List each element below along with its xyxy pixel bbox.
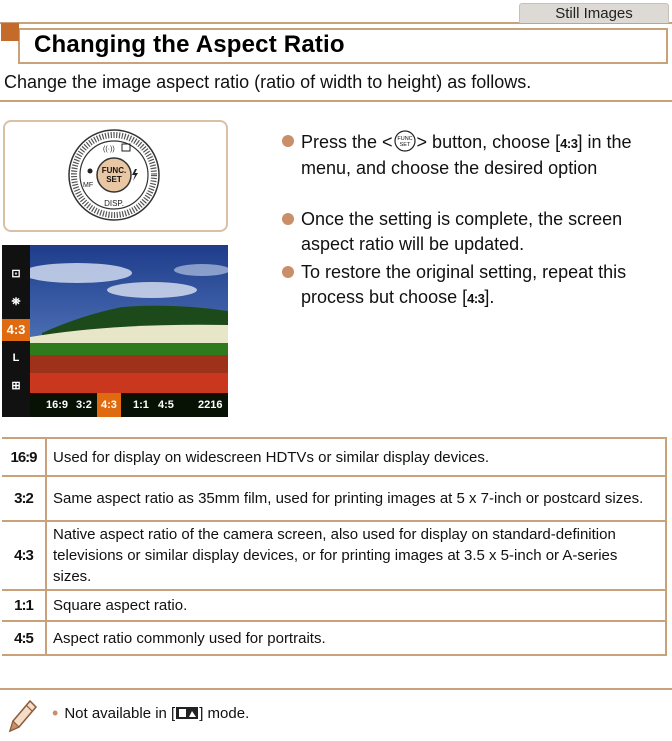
option-4-3: 4:3 xyxy=(97,393,121,417)
ratio-description: Square aspect ratio. xyxy=(46,590,666,621)
scene-mode-icon xyxy=(175,706,199,720)
intro-text: Change the image aspect ratio (ratio of width to height) as follows. xyxy=(4,72,532,92)
wifi-icon: ((·)) xyxy=(103,146,115,153)
dial-set-label: SET xyxy=(106,175,122,184)
manual-focus-icon: MF xyxy=(83,182,94,189)
option-16-9: 16:9 xyxy=(46,399,69,411)
note-bullet: • xyxy=(52,703,59,723)
screen-sidebar xyxy=(2,245,30,417)
step-2: Once the setting is complete, the screen aspect ratio will be updated. xyxy=(282,207,666,257)
macro-icon xyxy=(88,169,93,174)
screen-option-bar xyxy=(30,393,228,417)
section-tab: Still Images xyxy=(519,3,669,23)
step-3: To restore the original setting, repeat this process but choose [4:3]. xyxy=(282,260,666,311)
option-3-2: 3:2 xyxy=(76,399,92,411)
shots-remaining: 2216 xyxy=(198,399,223,411)
table-row xyxy=(2,521,666,590)
sidebar-image-size: L xyxy=(12,352,20,364)
option-4-5: 4:5 xyxy=(158,399,174,411)
note-text: • Not available in [ ] mode. xyxy=(52,703,250,723)
dial-func-label: FUNC. xyxy=(101,166,127,175)
camera-screen xyxy=(2,245,228,417)
svg-text:SET: SET xyxy=(399,142,410,148)
note-rule xyxy=(0,688,672,690)
bullet-dot xyxy=(282,213,294,225)
ratio-key: 4:5 xyxy=(2,621,46,655)
svg-text:FUNC: FUNC xyxy=(396,136,413,142)
bullet-dot xyxy=(282,135,294,147)
ratio-description: Used for display on widescreen HDTVs or similar display devices. xyxy=(46,438,666,476)
ratio-key: 3:2 xyxy=(2,476,46,521)
table-row xyxy=(2,621,666,655)
sidebar-drive-icon: ⊡ xyxy=(11,268,21,280)
sidebar-quality-icon: ⊞ xyxy=(11,380,21,392)
title-marker xyxy=(1,23,19,41)
ratio-description: Same aspect ratio as 35mm film, used for printing images at 5 x 7-inch or postcard sizes. xyxy=(46,476,666,521)
table-row xyxy=(2,590,666,621)
option-1-1: 1:1 xyxy=(133,399,149,411)
control-dial-icon xyxy=(68,129,160,221)
ratio-key: 1:1 xyxy=(2,590,46,621)
func-set-button-icon xyxy=(393,129,417,153)
ratio-key: 16:9 xyxy=(2,438,46,476)
ratio-description: Native aspect ratio of the camera screen, also used for display on standard-definition televisions or similar display devices, or for printing images at 3.5 x 5-inch or A-series sizes. xyxy=(46,521,666,590)
pencil-icon xyxy=(4,697,38,735)
bullet-dot xyxy=(282,266,294,278)
aspect-ratio-table xyxy=(2,437,667,656)
sidebar-aspect-ratio: 4:3 xyxy=(2,319,30,341)
landscape-photo xyxy=(2,245,228,417)
sidebar-wb-icon: ⛯ xyxy=(11,296,21,308)
table-row xyxy=(2,438,666,476)
step-1: Press the < FUNC SET > button, choose [4:3] in the menu, and choose the desired option xyxy=(282,129,666,181)
page-title: Changing the Aspect Ratio xyxy=(34,31,345,58)
table-row xyxy=(2,476,666,521)
intro-rule xyxy=(0,100,672,102)
ratio-description: Aspect ratio commonly used for portraits. xyxy=(46,621,666,655)
dial-disp-label: DISP. xyxy=(104,199,124,208)
ratio-key: 4:3 xyxy=(2,521,46,590)
